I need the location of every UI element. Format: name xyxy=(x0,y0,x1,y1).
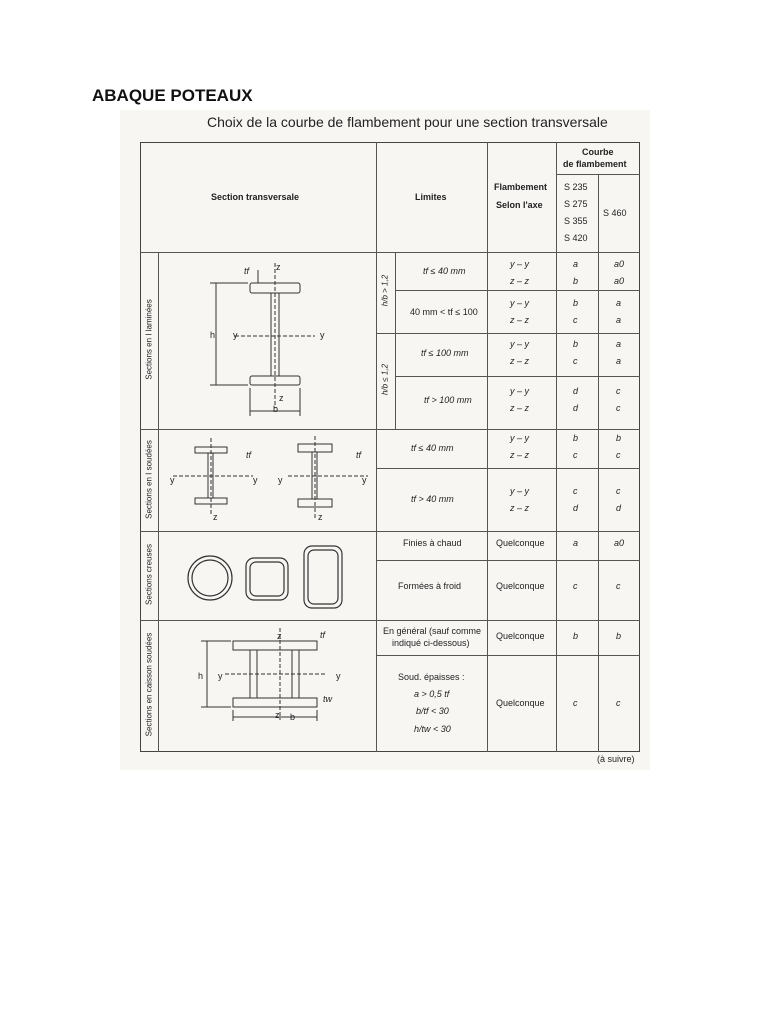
dim-label-y: y xyxy=(362,475,367,485)
curve-cell: b xyxy=(616,631,622,641)
limit-cell: Formées à froid xyxy=(398,581,462,591)
dim-label-tf: tf xyxy=(320,630,326,640)
curve-cell: a xyxy=(616,356,622,366)
curve-cell: a0 xyxy=(614,538,625,548)
axis-cell: y – y xyxy=(510,259,530,269)
limit-cell: En général (sauf comme xyxy=(383,626,482,636)
steel-grade: S 235 xyxy=(564,182,588,192)
curve-cell: b xyxy=(573,433,579,443)
divider-soudees-creuses xyxy=(140,531,640,532)
group-label-column-divider xyxy=(158,252,159,752)
curve-column-divider xyxy=(598,174,599,752)
axis-cell: Quelconque xyxy=(496,581,545,591)
header-selon-axe: Selon l'axe xyxy=(496,200,543,210)
limit-cell: Soud. épaisses : xyxy=(398,672,465,682)
curve-cell: c xyxy=(573,450,578,460)
curve-cell: a0 xyxy=(614,259,625,269)
ratio-column-divider xyxy=(395,252,396,429)
axis-cell: z – z xyxy=(510,356,530,366)
dim-label-y: y xyxy=(218,671,223,681)
axis-cell: y – y xyxy=(510,386,530,396)
curve-cell: a xyxy=(573,259,579,269)
header-divider xyxy=(140,252,640,253)
curve-cell: d xyxy=(573,503,579,513)
dim-label-y: y xyxy=(233,330,238,340)
dim-label-tf: tf xyxy=(356,450,362,460)
curve-cell: b xyxy=(573,276,579,286)
ratio-label-le: h/b ≤ 1,2 xyxy=(380,363,390,396)
limit-cell: h/tw < 30 xyxy=(414,724,451,734)
limit-cell: tf ≤ 40 mm xyxy=(411,443,454,453)
dim-label-z: z xyxy=(277,631,282,641)
axis-cell: Quelconque xyxy=(496,631,545,641)
welded-i-section-drawing xyxy=(168,436,373,526)
group-label-caisson: Sections en caisson soudées xyxy=(144,632,154,737)
limit-cell: tf > 100 mm xyxy=(424,395,472,405)
row-divider xyxy=(395,376,640,377)
limit-cell: a > 0,5 tf xyxy=(414,689,450,699)
curve-cell: c xyxy=(573,315,578,325)
curve-cell: c xyxy=(573,356,578,366)
curve-cell: d xyxy=(573,386,579,396)
dim-label-h: h xyxy=(198,671,204,681)
axis-cell: z – z xyxy=(510,276,530,286)
header-limites: Limites xyxy=(415,192,447,202)
curve-cell: b xyxy=(573,298,579,308)
curve-cell: d xyxy=(616,503,622,513)
row-divider xyxy=(376,560,640,561)
limit-cell: tf ≤ 100 mm xyxy=(421,348,469,358)
steel-grade: S 355 xyxy=(564,216,588,226)
curve-cell: b xyxy=(573,339,579,349)
row-divider xyxy=(376,468,640,469)
curve-cell: a0 xyxy=(614,276,625,286)
dim-label-b: b xyxy=(273,404,279,414)
row-divider xyxy=(376,333,640,334)
steel-grade: S 420 xyxy=(564,233,588,243)
dim-label-z: z xyxy=(279,393,284,403)
limit-cell: indiqué ci-dessous) xyxy=(392,638,470,648)
rolled-i-section-drawing xyxy=(200,258,340,423)
axis-cell: y – y xyxy=(510,339,530,349)
group-label-soudees: Sections en I soudées xyxy=(144,440,154,519)
group-label-creuses: Sections creuses xyxy=(144,544,154,605)
axis-cell: y – y xyxy=(510,298,530,308)
axis-cell: y – y xyxy=(510,486,530,496)
curve-cell: c xyxy=(616,450,621,460)
curve-cell: b xyxy=(573,631,579,641)
page-title: ABAQUE POTEAUX xyxy=(92,86,253,105)
axis-cell: z – z xyxy=(510,403,530,413)
steel-grade-s460: S 460 xyxy=(603,208,627,218)
dim-label-b: b xyxy=(290,712,296,722)
dim-label-z: z xyxy=(275,710,280,720)
curve-cell: c xyxy=(573,486,578,496)
curve-cell: a xyxy=(616,315,622,325)
dim-label-y: y xyxy=(170,475,175,485)
limit-cell: tf > 40 mm xyxy=(411,494,454,504)
curve-cell: c xyxy=(616,486,621,496)
dim-label-y: y xyxy=(320,330,325,340)
ratio-label-gt: h/b > 1,2 xyxy=(380,274,390,307)
limits-column-divider xyxy=(487,142,488,752)
row-divider xyxy=(376,655,640,656)
curve-cell: d xyxy=(573,403,579,413)
steel-grade: S 275 xyxy=(564,199,588,209)
axis-column-divider xyxy=(556,142,557,752)
header-de-flambement: de flambement xyxy=(563,159,627,169)
limit-cell: 40 mm < tf ≤ 100 xyxy=(410,307,478,317)
curve-cell: a xyxy=(616,298,622,308)
row-divider xyxy=(395,290,640,291)
divider-laminees-soudees xyxy=(140,429,640,430)
dim-label-y: y xyxy=(336,671,341,681)
dim-label-z: z xyxy=(276,262,281,272)
limit-cell: b/tf < 30 xyxy=(416,706,449,716)
axis-cell: Quelconque xyxy=(496,698,545,708)
curve-cell: c xyxy=(616,698,621,708)
footer-a-suivre: (à suivre) xyxy=(597,754,635,764)
group-label-laminees: Sections en I laminées xyxy=(144,299,154,380)
divider-creuses-caisson xyxy=(140,620,640,621)
axis-cell: z – z xyxy=(510,315,530,325)
dim-label-z: z xyxy=(213,512,218,522)
axis-cell: z – z xyxy=(510,503,530,513)
curve-cell: a xyxy=(616,339,622,349)
dim-label-z: z xyxy=(318,512,323,522)
limit-cell: tf ≤ 40 mm xyxy=(423,266,466,276)
dim-label-tw: tw xyxy=(323,694,332,704)
dim-label-h: h xyxy=(210,330,216,340)
header-flambement: Flambement xyxy=(494,182,548,192)
curve-cell: b xyxy=(616,433,622,443)
figure-title: Choix de la courbe de flambement pour une section transversale xyxy=(207,114,608,130)
dim-label-y: y xyxy=(278,475,283,485)
curve-cell: c xyxy=(616,386,621,396)
curve-cell: c xyxy=(616,403,621,413)
header-courbe: Courbe xyxy=(582,147,614,157)
dim-label-y: y xyxy=(253,475,258,485)
curve-cell: c xyxy=(573,581,578,591)
hollow-sections-drawing xyxy=(188,540,348,615)
header-section: Section transversale xyxy=(211,192,300,202)
dim-label-tf: tf xyxy=(246,450,252,460)
section-column-divider xyxy=(376,142,377,752)
box-section-drawing xyxy=(195,628,335,723)
axis-cell: y – y xyxy=(510,433,530,443)
axis-cell: Quelconque xyxy=(496,538,545,548)
dim-label-tf: tf xyxy=(244,266,250,276)
curve-cell: c xyxy=(573,698,578,708)
curve-cell: c xyxy=(616,581,621,591)
axis-cell: z – z xyxy=(510,450,530,460)
curve-cell: a xyxy=(573,538,579,548)
limit-cell: Finies à chaud xyxy=(403,538,462,548)
